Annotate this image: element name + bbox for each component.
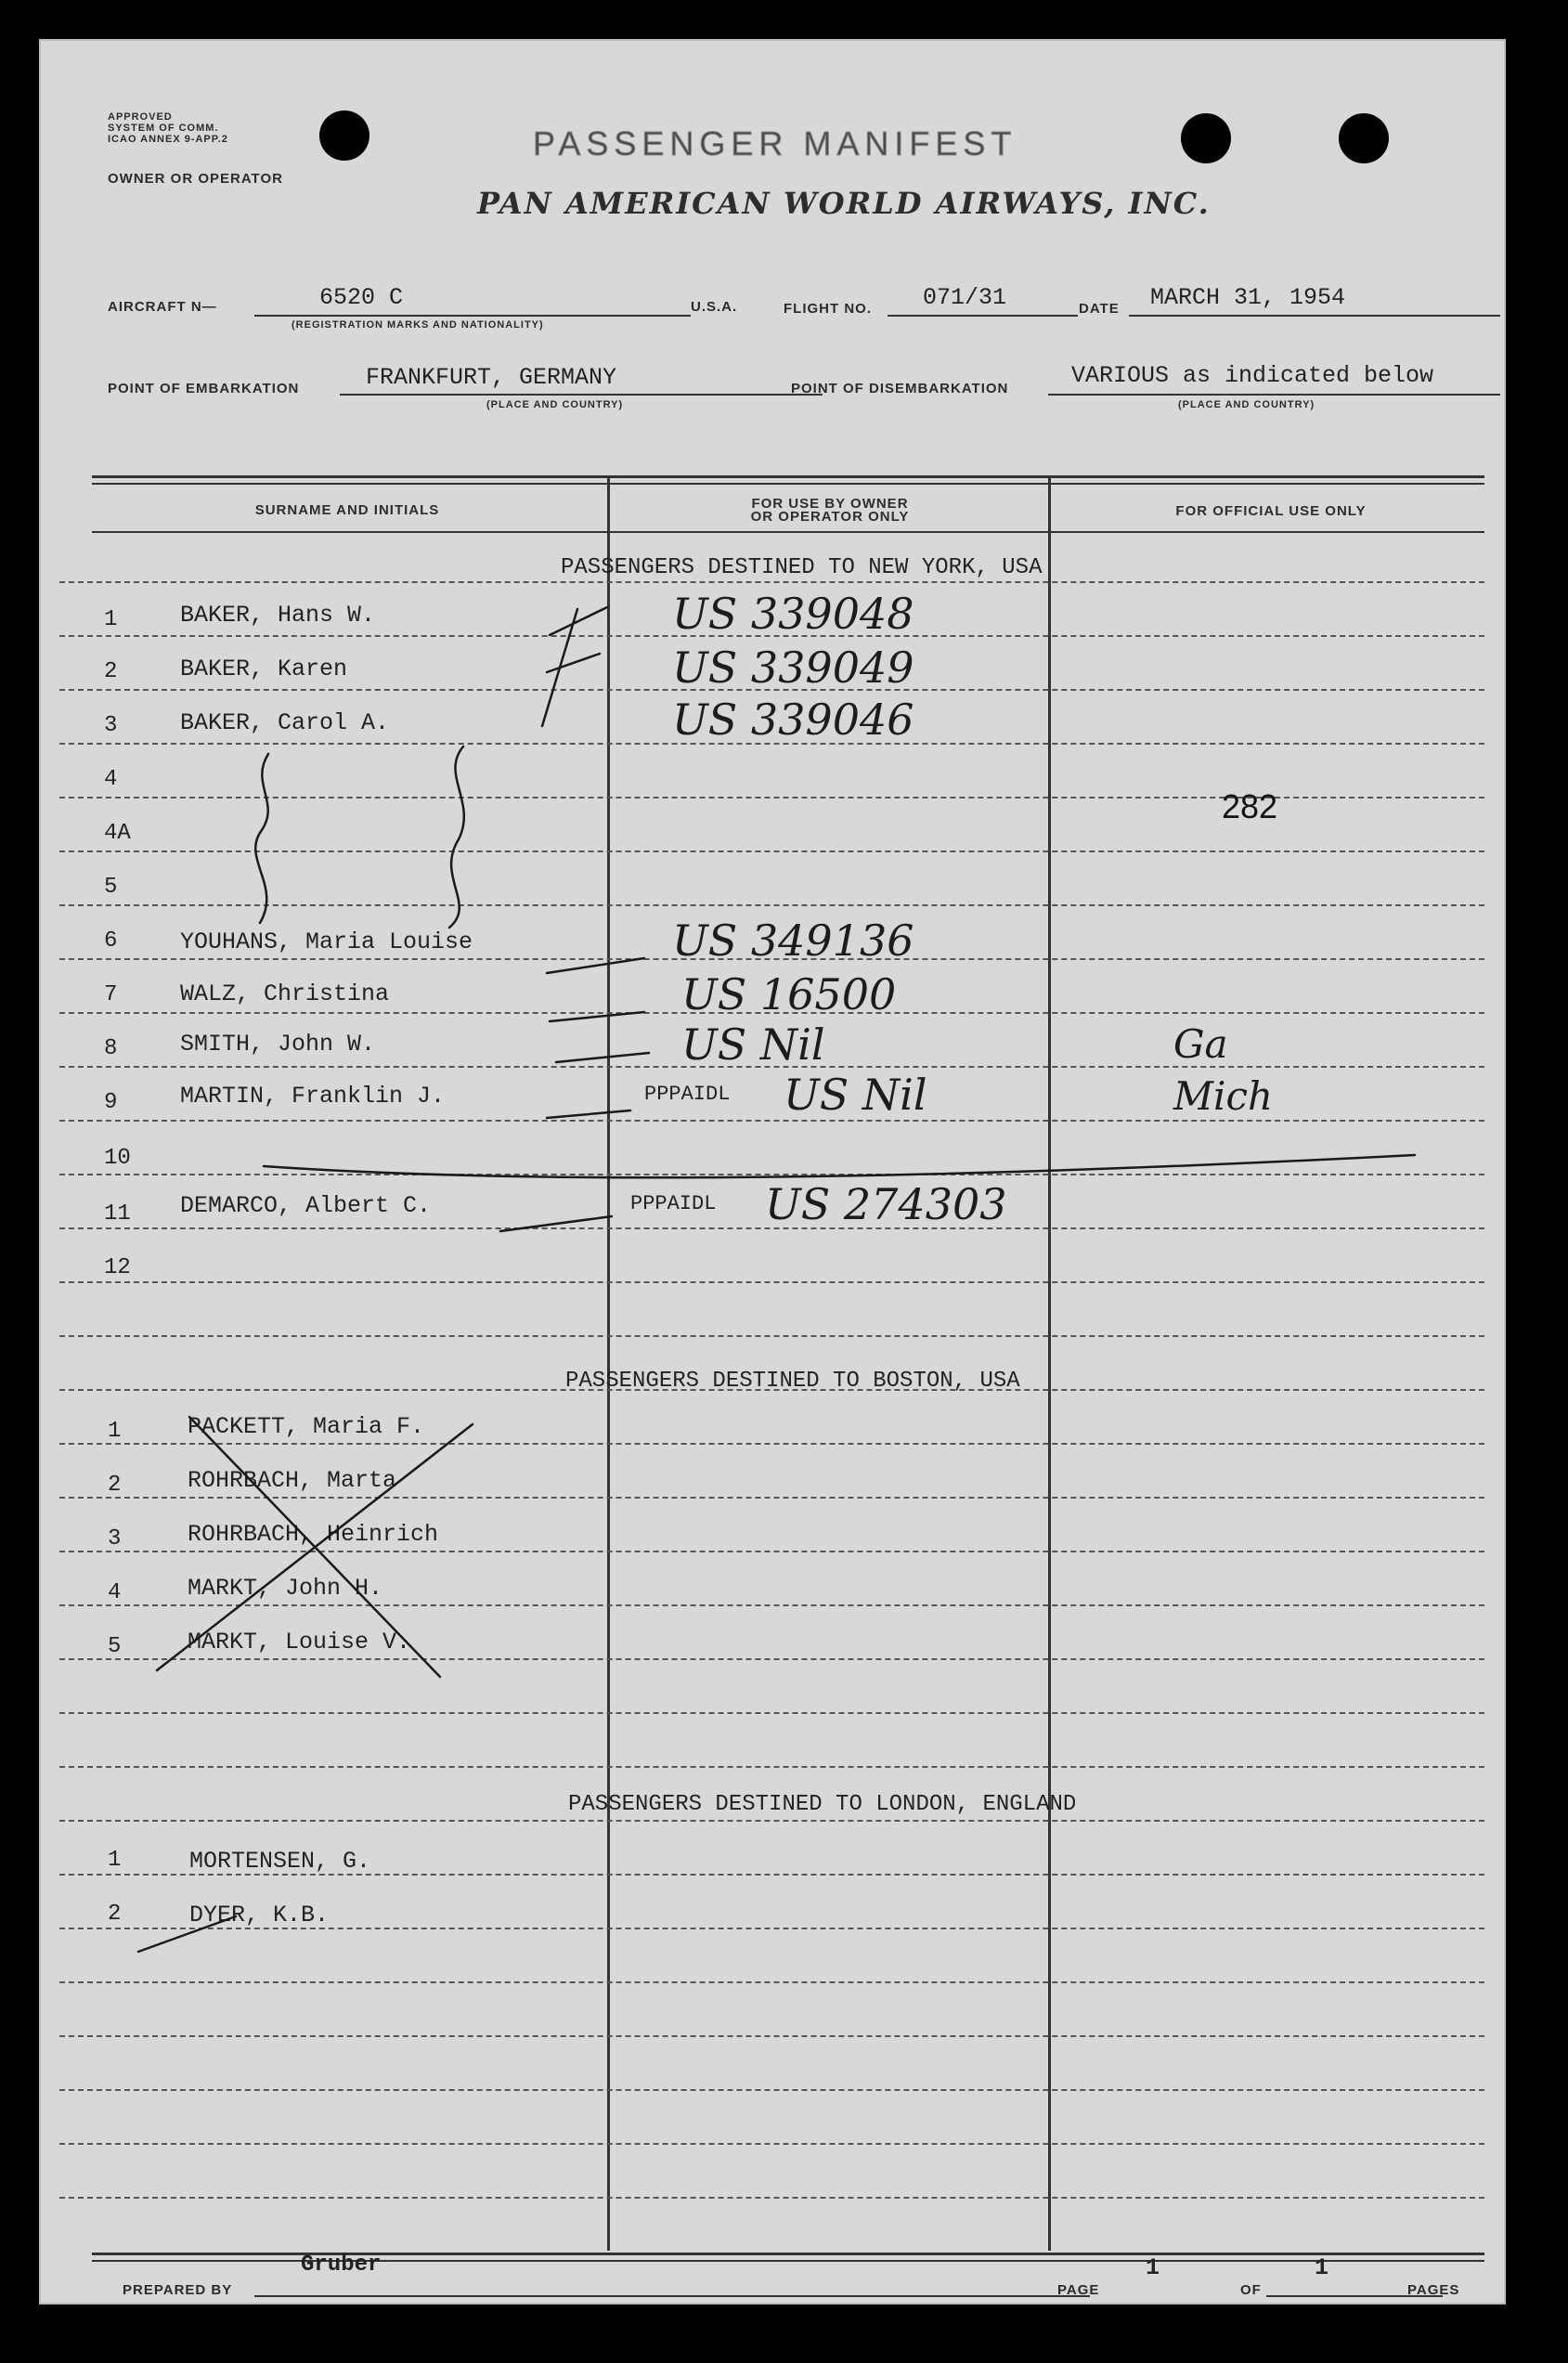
row-number: 2 [108,1902,122,1927]
passenger-name: MORTENSEN, G. [189,1848,371,1875]
passenger-name: DEMARCO, Albert C. [180,1192,432,1219]
row-number: 7 [104,982,118,1007]
passenger-name: SMITH, John W. [180,1031,376,1058]
date-label: DATE [1079,301,1120,317]
row-number: 3 [104,713,118,738]
col-header-surname: SURNAME AND INITIALS [254,502,440,518]
approval-line-1: APPROVED [108,111,173,123]
row-number: 2 [104,659,118,684]
official-state: Mich [1173,1073,1274,1119]
section-heading-boston: PASSENGERS DESTINED TO BOSTON, USA [565,1369,1020,1394]
col-header-owner-2: OR OPERATOR ONLY [750,509,910,525]
row-number: 3 [108,1526,122,1552]
prepared-by-name: Gruber [301,2253,382,2278]
passenger-name: PACKETT, Maria F. [188,1413,425,1440]
passport-number: US 339046 [672,695,914,745]
row-number: 11 [104,1201,131,1227]
prepaid-stamp: PPPAIDL [644,1083,731,1106]
page-title: PASSENGER MANIFEST [533,124,1017,162]
usa-label: U.S.A. [691,299,738,315]
passenger-name: WALZ, Christina [180,980,390,1007]
passport-number: US 339048 [672,589,914,639]
passport-number: US 274303 [765,1179,1007,1229]
total-pages: 1 [1315,2254,1329,2281]
row-number: 6 [104,928,118,954]
passenger-name: BAKER, Hans W. [180,602,376,629]
aircraft-label: AIRCRAFT N— [108,299,217,315]
passport-number: US 349136 [672,915,914,966]
row-number: 4 [104,767,118,792]
curly-brace-right [449,747,464,928]
disembarkation-place: VARIOUS as indicated below [1071,362,1434,389]
row-number: 4A [104,821,131,846]
flight-date: MARCH 31, 1954 [1150,284,1346,311]
row-number: 8 [104,1036,118,1061]
col-header-official: FOR OFFICIAL USE ONLY [1175,503,1367,519]
row-number: 5 [108,1634,122,1659]
of-label: OF [1240,2282,1262,2298]
approval-line-3: ICAO ANNEX 9-APP.2 [108,134,228,145]
section-heading-london: PASSENGERS DESTINED TO LONDON, ENGLAND [568,1792,1077,1817]
passenger-name: MARTIN, Franklin J. [180,1083,446,1110]
pen-marks [41,41,1508,2306]
section-heading-new-york: PASSENGERS DESTINED TO NEW YORK, USA [561,555,1043,580]
passport-number: US Nil [681,1019,825,1070]
passport-number: US Nil [784,1070,927,1120]
manifest-sheet [39,39,1506,2305]
passport-number: US 16500 [681,969,897,1019]
embarkation-place: FRANKFURT, GERMANY [366,364,617,391]
aircraft-number: 6520 C [319,284,404,311]
disembarkation-label: POINT OF DISEMBARKATION [791,381,1009,396]
embark-place-caption: (PLACE AND COUNTRY) [486,399,624,410]
page-label: PAGE [1057,2282,1100,2298]
passenger-name: BAKER, Carol A. [180,709,390,736]
row-number: 2 [108,1473,122,1498]
passenger-name: ROHRBACH, Marta [188,1467,397,1494]
row-number: 4 [108,1580,122,1605]
passport-number: US 339049 [672,643,914,693]
official-count: 282 [1222,787,1278,825]
passenger-name: DYER, K.B. [189,1902,330,1928]
prepaid-stamp: PPPAIDL [630,1192,717,1215]
embarkation-label: POINT OF EMBARKATION [108,381,300,396]
flight-number: 071/31 [923,284,1007,311]
row-number: 12 [104,1255,131,1280]
approval-line-2: SYSTEM OF COMM. [108,123,219,134]
strike-dyer [138,1916,236,1952]
row-number: 5 [104,875,118,900]
col-header-owner-1: FOR USE BY OWNER [751,496,909,512]
official-state: Ga [1173,1021,1228,1067]
passenger-name: MARKT, John H. [188,1575,383,1602]
row-number: 1 [108,1848,122,1873]
passenger-name: YOUHANS, Maria Louise [180,928,473,955]
row-number: 1 [104,607,118,632]
company-name: PAN AMERICAN WORLD AIRWAYS, INC. [477,186,1211,221]
registration-caption: (REGISTRATION MARKS AND NATIONALITY) [292,319,544,331]
passenger-name: MARKT, Louise V. [188,1629,411,1655]
passenger-name: BAKER, Karen [180,656,348,682]
passenger-name: ROHRBACH, Heinrich [188,1521,439,1548]
page-number: 1 [1146,2254,1160,2281]
curly-brace-left [255,754,268,923]
row-number: 9 [104,1090,118,1115]
disembark-place-caption: (PLACE AND COUNTRY) [1178,399,1315,410]
prepared-by-label: PREPARED BY [123,2282,233,2298]
flight-label: FLIGHT NO. [784,301,872,317]
pages-label: PAGES [1407,2282,1460,2298]
strike-bracket-baker [542,607,607,726]
row-number: 10 [104,1146,131,1171]
row-number: 1 [108,1419,122,1444]
owner-label: OWNER OR OPERATOR [108,171,283,187]
